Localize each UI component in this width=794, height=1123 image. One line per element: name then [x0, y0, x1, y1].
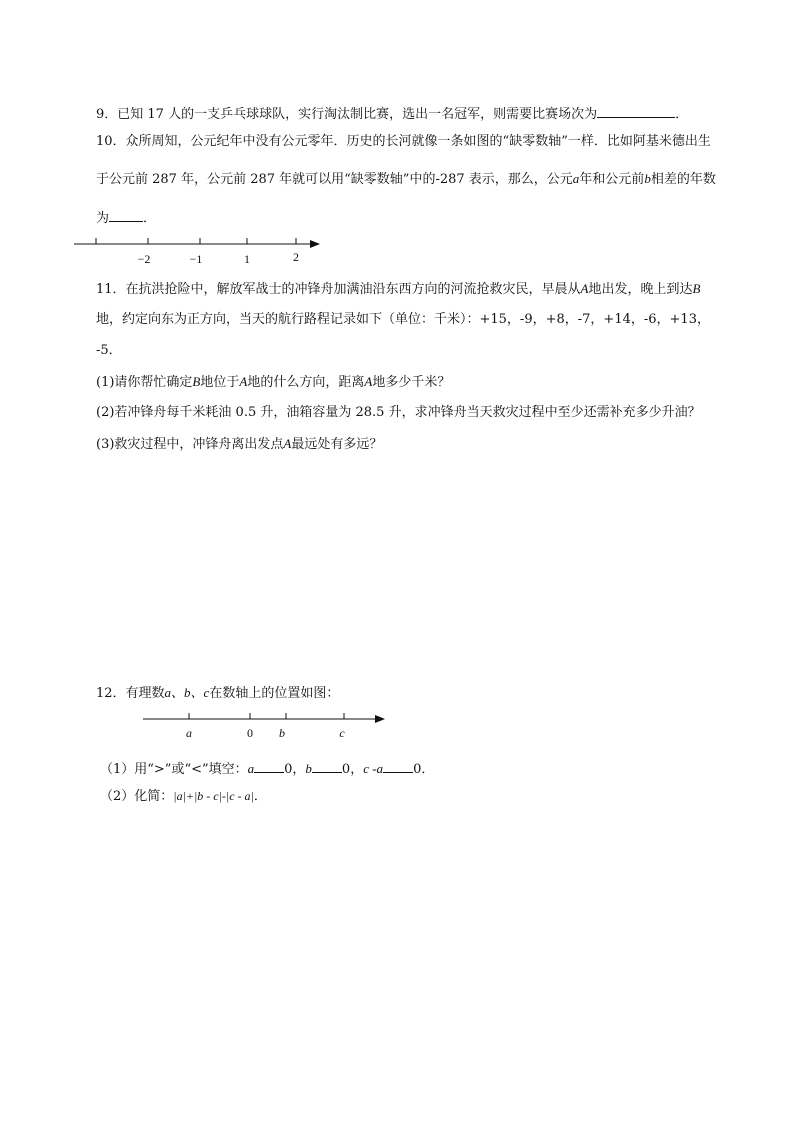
q12-sub1-0c: 0． [413, 762, 435, 777]
q10-axis-arrow [310, 240, 320, 248]
q10-line2a: 于公元前 287 年，公元前 287 年就可以用“缺零数轴”中的-287 表示，那么，公元 [96, 172, 573, 187]
question-11-sub-2 [96, 404, 701, 422]
question-12-line-1 [96, 684, 339, 703]
q11-sub3a: (3)救灾过程中，冲锋舟离出发点 [96, 437, 284, 452]
q10-label-1: 1 [244, 252, 250, 266]
q9-end: ． [675, 107, 689, 122]
q12-label-c: c [339, 726, 345, 740]
q11-line3: -5． [96, 343, 122, 358]
q11-sub1a: (1)请你帮忙确定 [96, 375, 193, 390]
q12-sub1-0b: 0， [341, 762, 364, 777]
q12-blank-a[interactable] [254, 758, 284, 773]
question-11-sub-1 [96, 373, 450, 392]
q10-line1: 10．众所周知，公元纪年中没有公元零年．历史的长河就像一条如图的“缺零数轴”一样．比如阿基米德出生 [96, 134, 711, 149]
q12-label-a: a [186, 726, 192, 740]
q12-sub1a: （1）用“>”或“<”填空： [100, 762, 248, 777]
question-11-line-2 [96, 311, 710, 329]
q11-sub1c: 地的什么方向，距离 [247, 375, 365, 390]
q12-sub1-b: b [305, 761, 312, 776]
q12-sub2-end: ． [253, 789, 267, 804]
q10-label-neg2: −2 [137, 252, 151, 266]
q11-var-B: B [692, 281, 701, 296]
q11-sub1-B: B [192, 374, 201, 389]
q12-line1a: 12．有理数 [96, 686, 165, 701]
q12-sub1-a: a [247, 761, 255, 776]
q12-label-0: 0 [247, 726, 253, 740]
question-11-line-1 [96, 280, 700, 299]
q11-sub1d: 地多少千米？ [372, 375, 451, 390]
q10-var-a: a [572, 171, 580, 186]
q10-line2c: 相差的年数 [650, 172, 716, 187]
q11-sub3-A: A [283, 436, 292, 451]
q12-sub2-expr: |a|+|b - c|-|c - a| [173, 789, 254, 803]
question-11-line-3 [96, 342, 122, 360]
q9-text: 9．已知 17 人的一支乒乓球球队，实行淘汰制比赛，选出一名冠军，则需要比赛场次为 [96, 107, 598, 122]
question-11-sub-3 [96, 435, 382, 454]
q11-line1a: 11．在抗洪抢险中，解放军战士的冲锋舟加满油沿东西方向的河流抢救灾民，早晨从 [96, 282, 581, 297]
question-12-sub-1 [100, 758, 434, 779]
q11-sub2: (2)若冲锋舟每千米耗油 0.5 升，油箱容量为 28.5 升，求冲锋舟当天救灾过程中至少还需补充多少升油？ [96, 405, 701, 420]
question-12-sub-2 [100, 787, 267, 806]
q10-line3b: ． [143, 211, 157, 226]
q10-line3a: 为 [96, 211, 110, 226]
q10-line2b: 年和公元前 [579, 172, 645, 187]
q12-blank-b[interactable] [312, 758, 342, 773]
q12-sub2a: （2）化简： [100, 789, 174, 804]
q12-sub1-ca: c -a [363, 761, 384, 776]
q12-line1b: 在数轴上的位置如图： [209, 686, 340, 701]
q10-label-2: 2 [293, 250, 299, 264]
q12-label-b: b [279, 726, 285, 740]
q12-blank-ca[interactable] [383, 758, 413, 773]
q12-axis-arrow [375, 715, 385, 723]
q11-sub1b: 地位于 [200, 375, 240, 390]
q12-sub1-0a: 0， [284, 762, 306, 777]
q11-sub1-A2: A [364, 374, 373, 389]
q11-line2: 地，约定向东为正方向，当天的航行路程记录如下（单位：千米）：+15，-9，+8，-7，+14，-6，+13， [96, 312, 710, 327]
q11-sub1-A: A [239, 374, 248, 389]
q10-label-neg1: −1 [189, 252, 203, 266]
q11-line1b: 地出发，晚上到达 [588, 282, 693, 297]
q11-sub3b: 最远处有多远？ [291, 437, 383, 452]
q10-var-b: b [644, 171, 651, 186]
q11-var-A: A [580, 281, 589, 296]
q12-vars: a、b、c [164, 685, 210, 700]
